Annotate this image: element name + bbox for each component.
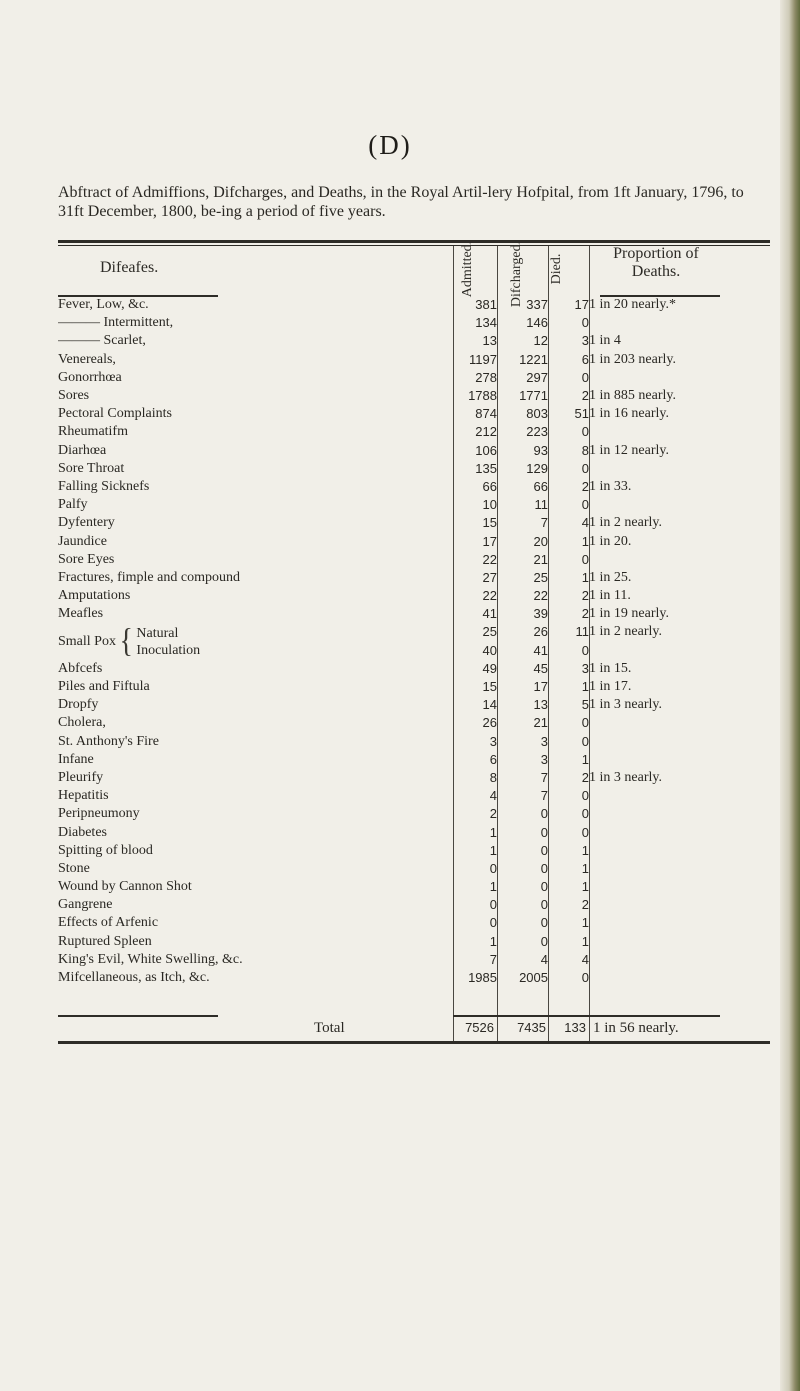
died-cell: 1 xyxy=(581,933,589,949)
table-row xyxy=(58,478,770,496)
table-row xyxy=(58,842,770,860)
discharged-cell: 21 xyxy=(533,715,548,731)
disease-name-cell: Stone xyxy=(58,860,90,876)
disease-name-cell: Wound by Cannon Shot xyxy=(58,879,192,895)
discharged-cell: 146 xyxy=(526,315,548,331)
header-diseases: Difeafes. xyxy=(100,259,159,276)
disease-name-cell: Cholera, xyxy=(58,715,106,731)
died-cell: 11 xyxy=(575,624,589,640)
table-row xyxy=(58,878,770,896)
admitted-cell: 41 xyxy=(482,606,497,622)
died-cell: 2 xyxy=(581,478,589,494)
total-row xyxy=(58,1020,770,1040)
proportion-cell xyxy=(589,860,770,878)
admitted-cell: 14 xyxy=(482,697,497,713)
admitted-cell: 1197 xyxy=(469,351,497,367)
admitted-cell: 106 xyxy=(475,442,497,458)
disease-name-cell: Peripneumony xyxy=(58,806,140,822)
discharged-cell: 223 xyxy=(526,424,548,440)
discharged-cell: 7 xyxy=(540,769,548,785)
died-cell: 0 xyxy=(581,460,589,476)
table-row xyxy=(58,296,770,314)
table-row xyxy=(58,823,770,841)
died-cell: 0 xyxy=(581,715,589,731)
page-heading: (D) xyxy=(368,130,412,160)
proportion-cell xyxy=(589,805,770,823)
pre-total-rule xyxy=(453,1015,720,1017)
died-cell: 1 xyxy=(581,533,589,549)
proportion-cell xyxy=(589,369,770,387)
table-row xyxy=(58,623,770,641)
died-cell: 2 xyxy=(581,769,589,785)
discharged-cell: 66 xyxy=(533,478,548,494)
discharged-cell: 0 xyxy=(540,933,548,949)
table-row xyxy=(58,496,770,514)
died-cell: 3 xyxy=(581,333,589,349)
disease-name-cell: Pleurify xyxy=(58,769,104,785)
proportion-cell xyxy=(589,896,770,914)
proportion-cell: 1 in 203 nearly. xyxy=(589,351,676,367)
died-cell: 0 xyxy=(581,970,589,986)
table-row xyxy=(58,605,770,623)
proportion-cell: 1 in 3 nearly. xyxy=(589,697,662,713)
discharged-cell: 22 xyxy=(533,588,548,604)
disease-name-cell: Hepatitis xyxy=(58,788,109,804)
admitted-cell: 22 xyxy=(482,588,497,604)
proportion-cell xyxy=(589,823,770,841)
total-died: 133 xyxy=(564,1020,586,1035)
total-discharged: 7435 xyxy=(517,1020,546,1035)
admitted-cell: 0 xyxy=(489,915,497,931)
proportion-cell xyxy=(589,551,770,569)
disease-name-cell: Fractures, fimple and compound xyxy=(58,569,240,585)
died-cell: 2 xyxy=(581,606,589,622)
disease-name-cell: St. Anthony's Fire xyxy=(58,733,159,749)
died-cell: 0 xyxy=(581,369,589,385)
proportion-cell xyxy=(589,951,770,969)
admitted-cell: 7 xyxy=(489,951,497,967)
died-cell: 1 xyxy=(581,915,589,931)
died-cell: 1 xyxy=(581,879,589,895)
disease-name-cell: Meafles xyxy=(58,606,104,622)
discharged-cell: 0 xyxy=(540,897,548,913)
table-row xyxy=(58,951,770,969)
admitted-cell: 134 xyxy=(475,315,497,331)
table-row xyxy=(58,532,770,550)
smallpox-group xyxy=(58,623,770,659)
proportion-cell: 1 in 2 nearly. xyxy=(589,624,662,640)
discharged-cell: 20 xyxy=(533,533,548,549)
table-row xyxy=(58,787,770,805)
page-edge xyxy=(780,0,800,1391)
disease-name-cell: ——— Scarlet, xyxy=(58,333,146,349)
proportion-cell xyxy=(589,733,770,751)
proportion-cell: 1 in 33. xyxy=(589,478,632,494)
proportion-cell: 1 in 19 nearly. xyxy=(589,606,669,622)
proportion-cell xyxy=(589,933,770,951)
proportion-cell xyxy=(589,460,770,478)
admitted-cell: 1 xyxy=(489,824,497,840)
disease-name-cell: Ruptured Spleen xyxy=(58,933,152,949)
disease-name-cell: ——— Intermittent, xyxy=(58,315,174,331)
discharged-cell: 11 xyxy=(534,497,548,513)
admitted-cell: 13 xyxy=(482,333,497,349)
discharged-cell: 12 xyxy=(533,333,548,349)
proportion-cell xyxy=(589,751,770,769)
table-row xyxy=(58,805,770,823)
smallpox-cell xyxy=(58,623,453,659)
proportion-cell xyxy=(589,496,770,514)
died-cell: 0 xyxy=(581,806,589,822)
table-row xyxy=(58,314,770,332)
disease-name-cell: Sore Eyes xyxy=(58,551,115,567)
abstract-title: Abftract of Admiffions, Difcharges, and Deaths, in the Royal Artil-lery Hofpital, from 1ft January, 1796, to 31ft December, 1800, be-ing a period of five years. xyxy=(58,184,744,220)
admitted-cell: 3 xyxy=(489,733,497,749)
proportion-cell: 1 in 2 nearly. xyxy=(589,515,662,531)
disease-name-cell: Fever, Low, &c. xyxy=(58,297,149,313)
proportion-cell: 1 in 15. xyxy=(589,660,632,676)
admitted-cell: 1985 xyxy=(468,970,497,986)
total-label: Total xyxy=(314,1020,345,1036)
discharged-cell: 41 xyxy=(533,642,548,658)
header-admitted: Admitted. xyxy=(460,240,475,298)
table-row xyxy=(58,733,770,751)
discharged-cell: 1221 xyxy=(519,351,548,367)
table-row xyxy=(58,860,770,878)
discharged-cell: 45 xyxy=(533,660,548,676)
died-cell: 3 xyxy=(581,660,589,676)
table-row xyxy=(58,969,770,987)
proportion-cell xyxy=(589,314,770,332)
smallpox-natural: Natural xyxy=(136,625,179,641)
admitted-cell: 4 xyxy=(489,788,497,804)
table-row xyxy=(58,405,770,423)
died-cell: 6 xyxy=(581,351,589,367)
proportion-cell: 1 in 25. xyxy=(589,569,632,585)
table-row xyxy=(58,351,770,369)
died-cell: 2 xyxy=(581,897,589,913)
died-cell: 4 xyxy=(581,515,589,531)
discharged-cell: 2005 xyxy=(519,970,548,986)
died-cell: 0 xyxy=(581,551,589,567)
header-died: Died. xyxy=(549,253,564,285)
discharged-cell: 93 xyxy=(533,442,548,458)
disease-name-cell: Effects of Arfenic xyxy=(58,915,159,931)
proportion-cell: 1 in 16 nearly. xyxy=(589,406,669,422)
table-row xyxy=(58,751,770,769)
proportion-cell xyxy=(589,878,770,896)
discharged-cell: 1771 xyxy=(519,388,548,404)
admitted-cell: 135 xyxy=(475,460,497,476)
table-row xyxy=(58,678,770,696)
admitted-cell: 25 xyxy=(482,624,497,640)
table-row xyxy=(58,914,770,932)
proportion-cell: 1 in 20. xyxy=(589,533,632,549)
disease-name-cell: Palfy xyxy=(58,497,88,513)
disease-name-cell: Dyfentery xyxy=(58,515,115,531)
admitted-cell: 1 xyxy=(489,933,497,949)
admitted-cell: 15 xyxy=(482,679,497,695)
admitted-cell: 1 xyxy=(489,879,497,895)
admitted-cell: 278 xyxy=(475,369,497,385)
proportion-cell xyxy=(589,642,770,660)
discharged-cell: 0 xyxy=(540,915,548,931)
discharged-cell: 129 xyxy=(526,460,548,476)
table-row xyxy=(58,896,770,914)
died-cell: 0 xyxy=(581,824,589,840)
discharged-cell: 3 xyxy=(540,751,548,767)
discharged-cell: 25 xyxy=(533,569,548,585)
disease-name-cell: Sores xyxy=(58,388,90,404)
table-row xyxy=(58,569,770,587)
admitted-cell: 22 xyxy=(482,551,497,567)
admitted-cell: 381 xyxy=(475,297,497,313)
died-cell: 1 xyxy=(581,569,589,585)
discharged-cell: 4 xyxy=(540,951,548,967)
table-row xyxy=(58,714,770,732)
proportion-cell: 1 in 4 xyxy=(589,333,621,349)
died-cell: 2 xyxy=(581,388,589,404)
discharged-cell: 26 xyxy=(533,624,548,640)
disease-name-cell: Sore Throat xyxy=(58,460,125,476)
proportion-cell xyxy=(589,423,770,441)
discharged-cell: 21 xyxy=(533,551,548,567)
proportion-cell: 1 in 885 nearly. xyxy=(589,388,676,404)
mortality-table xyxy=(58,296,770,987)
died-cell: 1 xyxy=(581,679,589,695)
admitted-cell: 66 xyxy=(482,478,497,494)
died-cell: 0 xyxy=(581,497,589,513)
proportion-cell xyxy=(589,842,770,860)
proportion-cell: 1 in 11. xyxy=(589,588,631,604)
proportion-cell xyxy=(589,914,770,932)
died-cell: 0 xyxy=(581,424,589,440)
died-cell: 5 xyxy=(581,697,589,713)
died-cell: 0 xyxy=(581,733,589,749)
discharged-cell: 297 xyxy=(526,369,548,385)
table-row xyxy=(58,442,770,460)
disease-name-cell: Diarhœa xyxy=(58,442,107,458)
disease-name-cell: Venereals, xyxy=(58,351,116,367)
smallpox-label: Small Pox xyxy=(58,633,116,649)
proportion-cell xyxy=(589,714,770,732)
discharged-cell: 0 xyxy=(540,842,548,858)
died-cell: 1 xyxy=(581,751,589,767)
disease-name-cell: Amputations xyxy=(58,588,131,604)
smallpox-inoculation: Inoculation xyxy=(136,642,201,658)
admitted-cell: 0 xyxy=(489,897,497,913)
proportion-cell: 1 in 12 nearly. xyxy=(589,442,669,458)
admitted-cell: 15 xyxy=(482,515,497,531)
proportion-cell xyxy=(589,787,770,805)
died-cell: 1 xyxy=(581,860,589,876)
proportion-cell xyxy=(589,969,770,987)
admitted-cell: 17 xyxy=(482,533,497,549)
admitted-cell: 212 xyxy=(475,424,497,440)
table-row xyxy=(58,660,770,678)
admitted-cell: 1 xyxy=(489,842,497,858)
proportion-cell: 1 in 17. xyxy=(589,679,632,695)
discharged-cell: 0 xyxy=(540,824,548,840)
disease-name-cell: Pectoral Complaints xyxy=(58,406,172,422)
admitted-cell: 0 xyxy=(489,860,497,876)
discharged-cell: 337 xyxy=(526,297,548,313)
died-cell: 0 xyxy=(581,788,589,804)
disease-name-cell: Falling Sicknefs xyxy=(58,478,150,494)
table-row xyxy=(58,460,770,478)
table-row xyxy=(58,332,770,350)
admitted-cell: 10 xyxy=(482,497,497,513)
disease-name-cell: Abfcefs xyxy=(58,660,103,676)
admitted-cell: 40 xyxy=(482,642,497,658)
admitted-cell: 1788 xyxy=(468,388,497,404)
died-cell: 2 xyxy=(581,588,589,604)
disease-name-cell: King's Evil, White Swelling, &c. xyxy=(58,951,243,967)
top-rule xyxy=(58,240,770,243)
disease-name-cell: Gonorrhœa xyxy=(58,369,122,385)
total-admitted: 7526 xyxy=(465,1020,494,1035)
discharged-cell: 13 xyxy=(533,697,548,713)
discharged-cell: 39 xyxy=(533,606,548,622)
admitted-cell: 26 xyxy=(482,715,497,731)
table-row xyxy=(58,933,770,951)
died-cell: 17 xyxy=(574,297,589,313)
bottom-rule xyxy=(58,1041,770,1044)
disease-name-cell: Spitting of blood xyxy=(58,842,153,858)
disease-name-cell: Mifcellaneous, as Itch, &c. xyxy=(58,970,210,986)
proportion-cell: 1 in 3 nearly. xyxy=(589,769,662,785)
admitted-cell: 8 xyxy=(489,769,497,785)
table-row xyxy=(58,514,770,532)
discharged-cell: 0 xyxy=(540,806,548,822)
discharged-cell: 3 xyxy=(540,733,548,749)
disease-name-cell: Rheumatifm xyxy=(58,424,128,440)
died-cell: 1 xyxy=(581,842,589,858)
disease-name-cell: Infane xyxy=(58,751,94,767)
discharged-cell: 7 xyxy=(540,788,548,804)
table-row xyxy=(58,369,770,387)
disease-name-cell: Jaundice xyxy=(58,533,107,549)
discharged-cell: 803 xyxy=(526,406,548,422)
total-proportion: 1 in 56 nearly. xyxy=(593,1020,679,1036)
header-discharged: Difcharged. xyxy=(509,240,524,308)
brace-glyph: { xyxy=(119,623,133,660)
died-cell: 51 xyxy=(574,406,589,422)
disease-name-cell: Diabetes xyxy=(58,824,107,840)
header-proportion: Proportion of Deaths. xyxy=(613,245,699,280)
table-row xyxy=(58,551,770,569)
discharged-cell: 7 xyxy=(540,515,548,531)
died-cell: 0 xyxy=(581,315,589,331)
admitted-cell: 874 xyxy=(475,406,497,422)
admitted-cell: 49 xyxy=(482,660,497,676)
discharged-cell: 0 xyxy=(540,860,548,876)
table-row xyxy=(58,587,770,605)
died-cell: 4 xyxy=(581,951,589,967)
disease-name-cell: Piles and Fiftula xyxy=(58,679,150,695)
table-row xyxy=(58,423,770,441)
died-cell: 8 xyxy=(581,442,589,458)
admitted-cell: 6 xyxy=(489,751,497,767)
admitted-cell: 2 xyxy=(489,806,497,822)
table-row xyxy=(58,769,770,787)
pre-total-rule xyxy=(58,1015,218,1017)
discharged-cell: 0 xyxy=(540,879,548,895)
died-cell: 0 xyxy=(581,642,589,658)
table-row xyxy=(58,696,770,714)
disease-name-cell: Dropfy xyxy=(58,697,99,713)
table-row xyxy=(58,387,770,405)
discharged-cell: 17 xyxy=(533,679,548,695)
admitted-cell: 27 xyxy=(482,569,497,585)
proportion-cell: 1 in 20 nearly.* xyxy=(589,297,676,313)
disease-name-cell: Gangrene xyxy=(58,897,113,913)
